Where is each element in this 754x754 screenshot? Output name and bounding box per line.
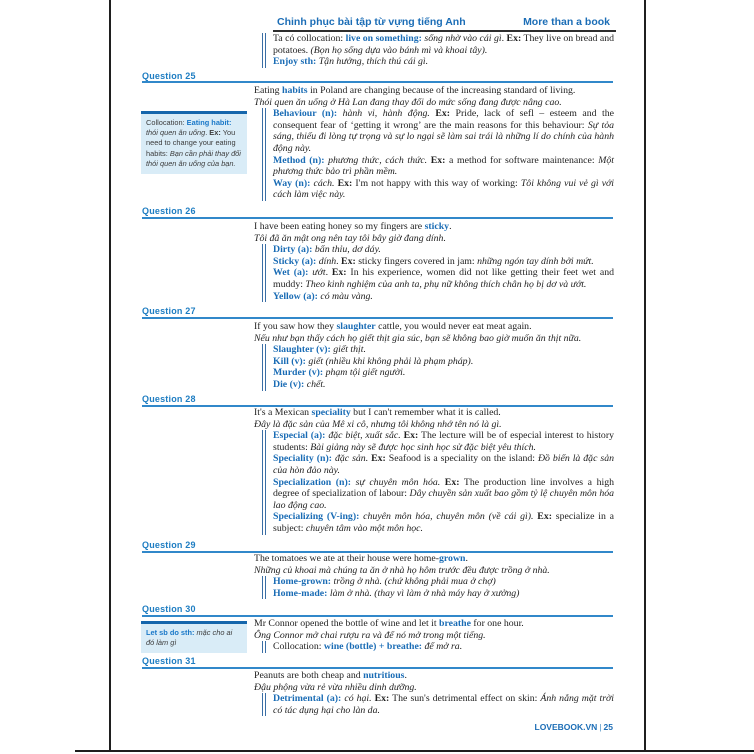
vocab-entry bbox=[273, 356, 614, 368]
text-segment: Ta có collocation: bbox=[273, 33, 346, 44]
vocab-entry bbox=[273, 155, 614, 178]
sentence bbox=[254, 221, 614, 233]
vocab-entry bbox=[273, 453, 614, 476]
question-underline bbox=[142, 667, 613, 669]
text-segment: You need to change your eating habits: bbox=[146, 128, 236, 158]
text-segment: The lecture will be of especial interest to history students: bbox=[273, 430, 614, 453]
text-segment: In his experience, women did not like getting their feet wet and muddy: bbox=[273, 267, 614, 290]
text-segment: phương thức, cách thức. bbox=[328, 154, 428, 166]
vocab-entries bbox=[262, 108, 614, 201]
text-segment: Specializing (V-ing): bbox=[273, 511, 360, 523]
text-segment: phạm tội giết người. bbox=[325, 367, 406, 379]
question-label: Question 29 bbox=[142, 540, 196, 550]
question-label: Question 25 bbox=[142, 71, 196, 81]
text-segment: It's a Mexican bbox=[254, 407, 312, 418]
text-segment: speciality bbox=[311, 407, 351, 418]
text-segment: slaughter bbox=[336, 321, 376, 332]
vocab-entries bbox=[262, 693, 614, 716]
text-segment: cách. bbox=[313, 177, 335, 189]
text-segment: Pride, lack of sefl – esteem and the consequent fear of ‘getting it wrong’ are the main reasons for this behaviour: bbox=[273, 108, 614, 131]
text-segment: (Bọn họ sống dựa vào bánh mì và khoai tây). bbox=[310, 44, 488, 56]
vocab-entries bbox=[262, 33, 614, 68]
text-segment: bẩn thỉu, dơ dáy. bbox=[314, 244, 381, 256]
vocab-entry bbox=[273, 178, 614, 201]
translation: Những củ khoai mà chúng ta ăn ở nhà họ hôm trước đều được trồng ở nhà. bbox=[254, 564, 550, 576]
text-segment: live on something: bbox=[345, 33, 422, 44]
text-segment: trồng ở nhà. (chứ không phải mua ở chợ) bbox=[333, 576, 496, 588]
text-segment: Way (n): bbox=[273, 177, 311, 189]
text-segment: Eating bbox=[254, 85, 283, 96]
text-segment: đặc biệt, xuất sắc. bbox=[328, 430, 401, 442]
text-segment: habits bbox=[282, 85, 308, 96]
footer-separator: | bbox=[599, 722, 602, 732]
question-content bbox=[254, 407, 614, 535]
collocation-note bbox=[141, 621, 247, 653]
text-segment: Ex: bbox=[506, 33, 522, 44]
text-segment: but I can't remember what it is called. bbox=[350, 407, 501, 418]
translation: Nếu như bạn thấy cách họ giết thịt gia súc, bạn sẽ không bao giờ muốn ăn thịt nữa. bbox=[254, 332, 582, 344]
text-segment: Home-made: bbox=[273, 587, 328, 599]
text-segment: Ex: bbox=[341, 255, 356, 267]
vocab-entries bbox=[262, 430, 614, 534]
text-segment: . bbox=[449, 221, 452, 232]
text-segment: làm ở nhà. (thay vì làm ở nhà máy hay ở xưởng) bbox=[329, 587, 520, 599]
text-segment: Behaviour (n): bbox=[273, 108, 338, 120]
text-segment: If you saw how they bbox=[254, 321, 337, 332]
sentence bbox=[254, 85, 614, 97]
text-segment: breathe bbox=[439, 618, 471, 629]
text-segment: Ánh nắng mặt trời có tác dụng hại cho làn da. bbox=[273, 693, 614, 716]
text-segment: in Poland are changing because of the increasing standard of living. bbox=[307, 85, 576, 96]
text-segment: The tomatoes we ate at their house were home- bbox=[254, 553, 439, 564]
sentence bbox=[254, 553, 614, 565]
text-segment: Method (n): bbox=[273, 154, 325, 166]
text-segment: Die (v): bbox=[273, 378, 305, 390]
text-segment: wine (bottle) + breathe: bbox=[323, 641, 423, 653]
text-segment: để mở ra. bbox=[424, 641, 463, 653]
text-segment: . bbox=[465, 553, 468, 564]
text-segment: Specialization (n): bbox=[273, 476, 352, 488]
text-segment: Ex: bbox=[209, 128, 221, 138]
vocab-entry bbox=[273, 576, 614, 588]
question-content bbox=[254, 221, 614, 302]
vocab-entry bbox=[273, 344, 614, 356]
text-segment: . bbox=[325, 267, 332, 279]
text-segment: Wet (a): bbox=[273, 267, 309, 279]
vocab-entries bbox=[262, 576, 614, 599]
text-segment: Tôi không vui vẻ gì với cách làm việc này. bbox=[273, 177, 615, 201]
vocab-entry bbox=[273, 33, 614, 56]
text-segment: Dây chuyền sản xuất bao gồm tỷ lệ chuyên môn hóa lao động cao. bbox=[273, 488, 615, 511]
text-segment: sticky bbox=[424, 221, 450, 232]
text-segment: sự chuyên môn hóa. bbox=[355, 476, 441, 488]
vocab-entries bbox=[262, 244, 614, 302]
text-segment: dính bbox=[318, 255, 337, 267]
question-content bbox=[254, 85, 614, 201]
text-segment: Detrimental (a): bbox=[273, 693, 342, 705]
sentence bbox=[254, 321, 614, 333]
text-segment: có hại. bbox=[344, 693, 372, 705]
page-header-brand: More than a book bbox=[523, 16, 610, 28]
vocab-entry bbox=[273, 267, 614, 290]
question-content bbox=[254, 321, 614, 391]
text-segment: . bbox=[205, 128, 210, 138]
question-content bbox=[254, 553, 614, 599]
text-segment: Peanuts are both cheap and bbox=[254, 670, 364, 681]
text-segment: grown bbox=[438, 553, 466, 564]
translation: Tôi đã ăn mật ong nên tay tôi bây giờ đang dính. bbox=[254, 232, 446, 244]
question-underline bbox=[142, 81, 613, 83]
vocab-entries bbox=[262, 344, 614, 390]
text-segment: Ex: bbox=[337, 177, 353, 189]
text-segment: ướt bbox=[312, 267, 326, 279]
vocab-entry bbox=[273, 256, 614, 268]
sentence bbox=[254, 618, 614, 630]
sentence bbox=[254, 670, 614, 682]
vocab-entry bbox=[273, 244, 614, 256]
text-segment: sticky fingers covered in jam: bbox=[355, 255, 478, 267]
text-segment: Ex: bbox=[374, 693, 390, 705]
question-label: Question 27 bbox=[142, 306, 196, 316]
text-segment: giết thịt. bbox=[333, 344, 366, 356]
page-edge-bottom bbox=[75, 750, 754, 752]
text-segment: . bbox=[501, 33, 507, 44]
text-segment: Sự tỏa sáng, thiếu đi lòng tự trọng và sự lo ngại sẽ làm sai trái là những lí do chính của hành động này. bbox=[273, 119, 614, 154]
footer-pagination bbox=[450, 722, 613, 732]
vocab-entry bbox=[273, 477, 614, 512]
text-segment: mặc cho ai đó làm gì bbox=[146, 628, 233, 648]
question-label: Question 28 bbox=[142, 394, 196, 404]
text-segment: Ex: bbox=[444, 476, 460, 488]
page-edge-right bbox=[644, 0, 646, 751]
text-segment: Collocation: bbox=[146, 118, 187, 127]
text-segment: a method for software maintenance: bbox=[445, 154, 599, 166]
text-segment: Slaughter (v): bbox=[273, 344, 331, 356]
text-segment: chuyên môn hóa, chuyên môn (về cái gì). bbox=[363, 511, 534, 523]
intro-block bbox=[254, 33, 614, 68]
text-segment: có màu vàng. bbox=[320, 290, 373, 302]
text-segment: Mr Connor opened the bottle of wine and let it bbox=[254, 618, 440, 629]
text-segment: Let sb do sth: bbox=[146, 628, 195, 637]
text-segment: for one hour. bbox=[470, 618, 524, 629]
vocab-entry bbox=[273, 56, 614, 68]
vocab-entry bbox=[273, 291, 614, 303]
text-segment: Home-grown: bbox=[273, 576, 332, 588]
footer-page-number: 25 bbox=[603, 722, 613, 732]
translation: Ông Connor mở chai rượu ra và để nó mở trong một tiếng. bbox=[254, 629, 486, 641]
text-segment: thói quen ăn uống bbox=[146, 128, 206, 138]
text-segment: I'm not happy with this way of working: bbox=[352, 177, 521, 189]
text-segment: . bbox=[336, 255, 342, 267]
text-segment: Ex: bbox=[430, 154, 446, 166]
text-segment: . bbox=[404, 670, 407, 681]
text-segment: Yellow (a): bbox=[273, 290, 318, 302]
text-segment: Bài giảng này sẽ được học sinh học sử đặc biệt yêu thích. bbox=[310, 441, 536, 453]
vocab-entry bbox=[273, 693, 614, 716]
vocab-entry bbox=[273, 108, 614, 154]
sentence bbox=[254, 407, 614, 419]
text-segment: specialize in a subject: bbox=[273, 511, 614, 534]
page-header-title: Chinh phục bài tập từ vựng tiếng Anh bbox=[277, 16, 466, 28]
vocab-entries bbox=[262, 641, 614, 653]
text-segment: The sun's detrimental effect on skin: bbox=[389, 693, 541, 705]
translation: Đây là đặc sản của Mê xi cô, nhưng tôi không nhớ tên nó là gì. bbox=[254, 418, 502, 430]
text-segment: cattle, you would never eat meat again. bbox=[375, 321, 532, 332]
text-segment: Especial (a): bbox=[273, 430, 326, 442]
text-segment: The production line involves a high degree of specialization of labour: bbox=[273, 476, 615, 500]
text-segment: Murder (v): bbox=[273, 367, 324, 379]
collocation-note bbox=[141, 111, 247, 174]
text-segment: Ex: bbox=[435, 108, 451, 120]
text-segment: Đồ biển là đặc sản của hòn đảo này. bbox=[273, 453, 614, 476]
vocab-entry bbox=[273, 430, 614, 453]
question-label: Question 31 bbox=[142, 656, 196, 666]
question-content bbox=[254, 618, 614, 653]
text-segment: Ex: bbox=[537, 511, 552, 523]
question-underline bbox=[142, 317, 613, 319]
text-segment: Ex: bbox=[403, 430, 419, 442]
text-segment: giết (nhiều khi không phải là phạm pháp). bbox=[308, 355, 474, 367]
question-content bbox=[254, 670, 614, 716]
text-segment: Dirty (a): bbox=[273, 244, 313, 256]
text-segment: sống nhờ vào cái gì bbox=[424, 33, 502, 44]
text-segment: They live on bread and potatoes. bbox=[273, 33, 614, 56]
vocab-entry bbox=[273, 379, 614, 391]
text-segment: nutritious bbox=[363, 670, 405, 681]
footer-brand: LOVEBOOK.VN bbox=[534, 722, 598, 732]
text-segment: Ex: bbox=[371, 453, 386, 465]
question-label: Question 30 bbox=[142, 604, 196, 614]
translation: Thói quen ăn uống ở Hà Lan đang thay đổi do mức sống đang được nâng cao. bbox=[254, 96, 562, 108]
page-edge-left bbox=[109, 0, 111, 751]
text-segment: những ngón tay dính bởi mứt. bbox=[477, 255, 594, 267]
question-label: Question 26 bbox=[142, 206, 196, 216]
text-segment: chuyên tâm vào một môn học. bbox=[305, 522, 423, 534]
text-segment: Theo kinh nghiệm của anh ta, phụ nữ không thích chân họ bị dơ và ướt. bbox=[305, 278, 587, 290]
question-underline bbox=[142, 615, 613, 617]
text-segment: Sticky (a): bbox=[273, 255, 317, 267]
text-segment: Bạn cần phải thay đổi thói quen ăn uống của bạn. bbox=[146, 148, 241, 168]
vocab-entry bbox=[273, 367, 614, 379]
text-segment: Speciality (n): bbox=[273, 453, 333, 465]
translation: Đậu phộng vừa rẻ vừa nhiều dinh dưỡng. bbox=[254, 681, 417, 693]
text-segment: Ex: bbox=[331, 267, 347, 279]
text-segment: Eating habit: bbox=[186, 118, 232, 127]
question-underline bbox=[142, 217, 613, 219]
vocab-entry bbox=[273, 511, 614, 534]
text-segment: đặc sản. bbox=[334, 453, 369, 465]
vocab-entry bbox=[273, 588, 614, 600]
text-segment: I have been eating honey so my fingers are bbox=[254, 221, 425, 232]
text-segment: Tận hưởng, thích thú cái gì. bbox=[318, 56, 429, 68]
text-segment: chết. bbox=[306, 378, 326, 390]
text-segment: Kill (v): bbox=[273, 355, 306, 367]
text-segment: hành vi, hành động. bbox=[342, 108, 430, 120]
text-segment: Một phương thức bảo trì phần mềm. bbox=[273, 154, 614, 178]
text-segment: Collocation: bbox=[273, 641, 324, 653]
vocab-entry bbox=[273, 641, 614, 653]
text-segment: Enjoy sth: bbox=[273, 56, 317, 68]
text-segment: Seafood is a speciality on the island: bbox=[385, 453, 538, 465]
